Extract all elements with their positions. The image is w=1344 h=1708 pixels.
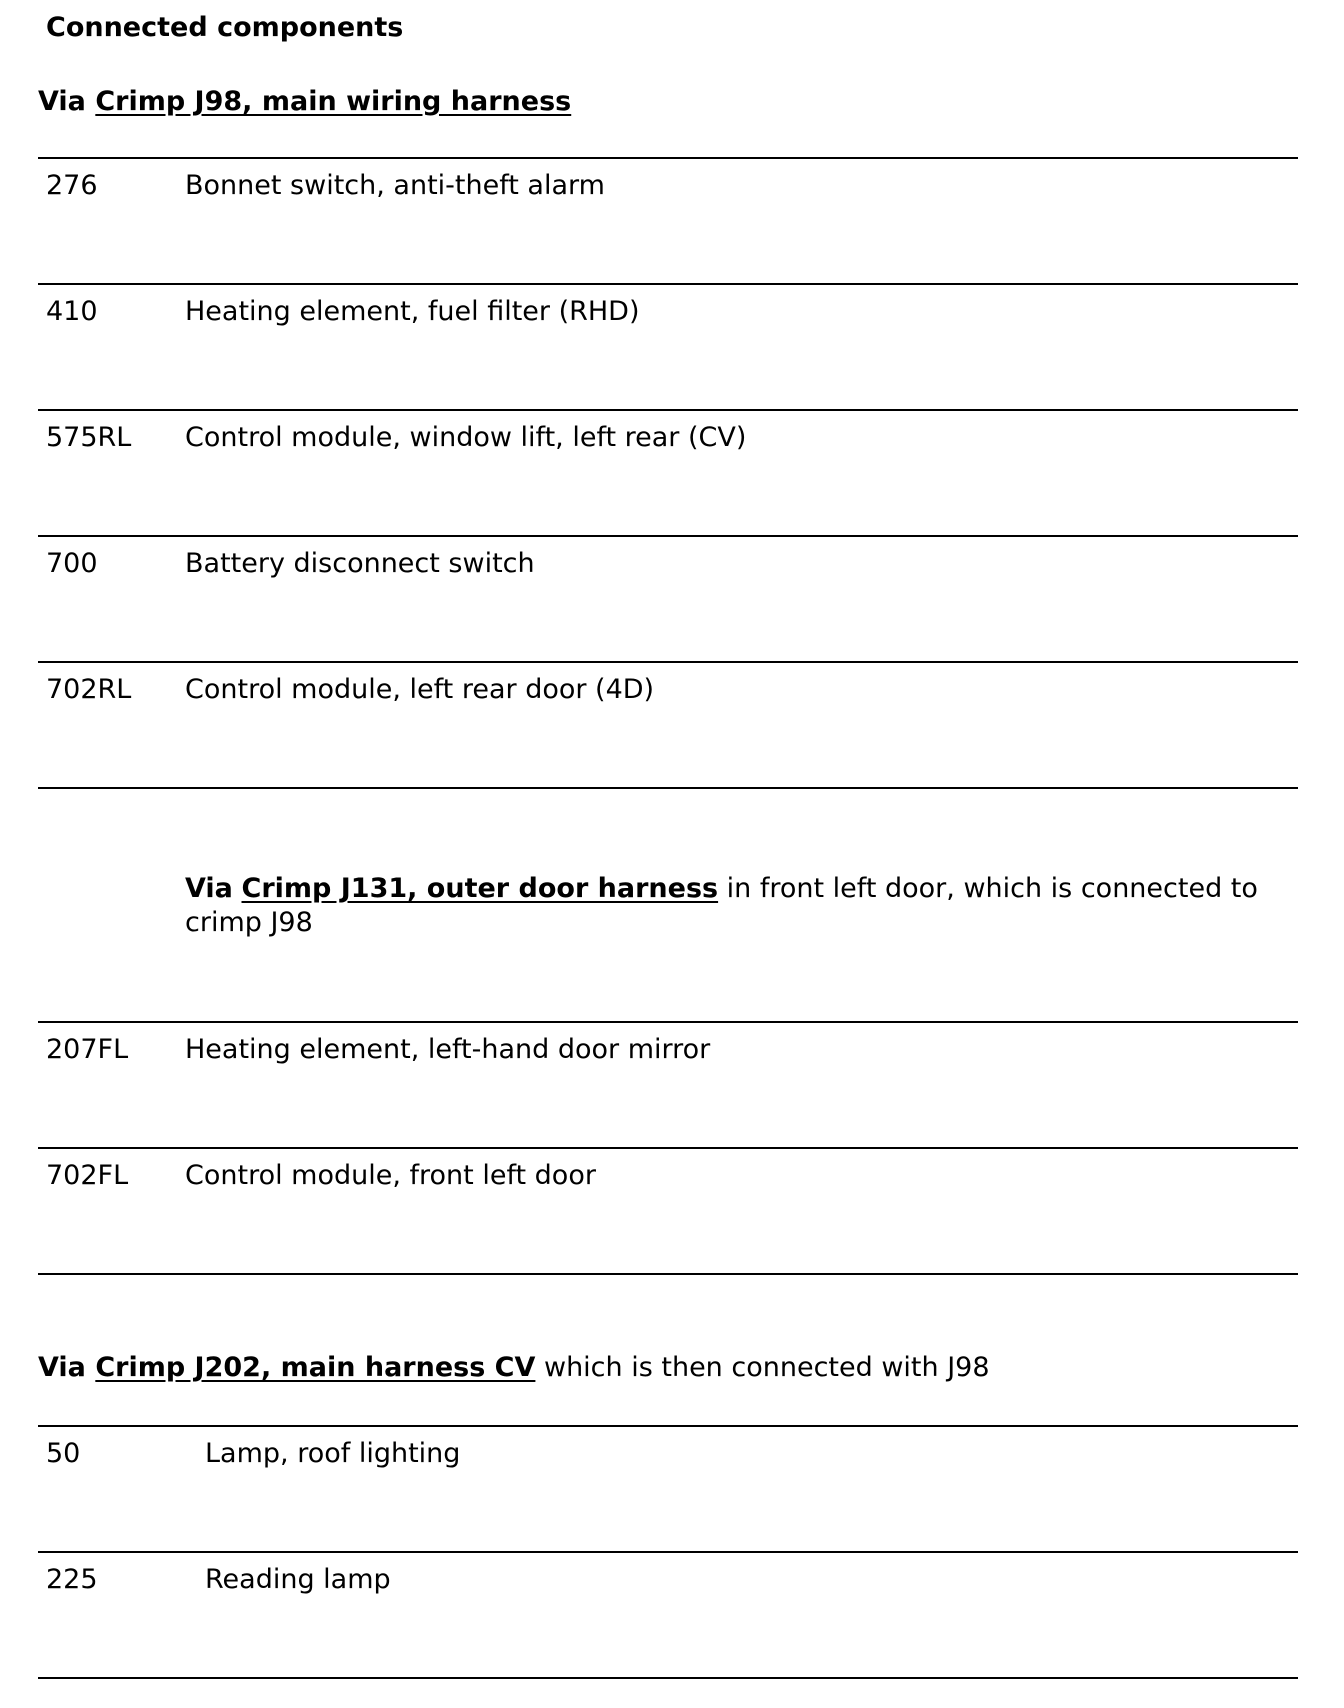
component-code: 702RL <box>46 674 132 705</box>
section-heading-j131 <box>185 872 1295 940</box>
table-row <box>0 548 1344 578</box>
component-description: Heating element, left-hand door mirror <box>185 1034 711 1065</box>
divider <box>38 1021 1298 1023</box>
section-via-label: Via <box>185 873 233 904</box>
table-row <box>0 1438 1344 1468</box>
divider <box>38 1147 1298 1149</box>
divider <box>38 157 1298 159</box>
table-row <box>0 1034 1344 1064</box>
component-code: 702FL <box>46 1160 129 1191</box>
section-via-label: Via <box>38 1352 86 1383</box>
section-via-label: Via <box>38 86 86 117</box>
crimp-j131-link[interactable]: Crimp J131, outer door harness <box>241 873 719 904</box>
divider <box>38 1677 1298 1679</box>
component-code: 50 <box>46 1438 81 1469</box>
crimp-j202-link[interactable]: Crimp J202, main harness CV <box>95 1352 536 1383</box>
component-description: Bonnet switch, anti-theft alarm <box>185 170 605 201</box>
component-code: 575RL <box>46 422 132 453</box>
section-heading-j202 <box>38 1352 990 1383</box>
table-row <box>0 674 1344 704</box>
table-row <box>0 422 1344 452</box>
table-row <box>0 170 1344 200</box>
section-heading-j98 <box>38 86 571 117</box>
component-description: Control module, left rear door (4D) <box>185 674 655 705</box>
table-row <box>0 296 1344 326</box>
divider <box>38 661 1298 663</box>
component-description: Lamp, roof lighting <box>205 1438 461 1469</box>
component-code: 225 <box>46 1564 98 1595</box>
table-row <box>0 1564 1344 1594</box>
component-code: 700 <box>46 548 98 579</box>
component-description: Battery disconnect switch <box>185 548 535 579</box>
component-code: 207FL <box>46 1034 129 1065</box>
page-title: Connected components <box>46 12 404 43</box>
component-description: Reading lamp <box>205 1564 391 1595</box>
table-row <box>0 1160 1344 1190</box>
divider <box>38 535 1298 537</box>
divider <box>38 283 1298 285</box>
component-description: Control module, window lift, left rear (CV) <box>185 422 747 453</box>
section-note: which is then connected with J98 <box>535 1352 990 1383</box>
divider <box>38 787 1298 789</box>
component-code: 276 <box>46 170 98 201</box>
divider <box>38 1425 1298 1427</box>
divider <box>38 1273 1298 1275</box>
divider <box>38 409 1298 411</box>
divider <box>38 1551 1298 1553</box>
crimp-j98-link[interactable]: Crimp J98, main wiring harness <box>95 86 572 117</box>
section-note: in front left door, which is connected to crimp J98 <box>185 873 1258 938</box>
component-description: Control module, front left door <box>185 1160 596 1191</box>
component-code: 410 <box>46 296 98 327</box>
component-description: Heating element, fuel filter (RHD) <box>185 296 640 327</box>
